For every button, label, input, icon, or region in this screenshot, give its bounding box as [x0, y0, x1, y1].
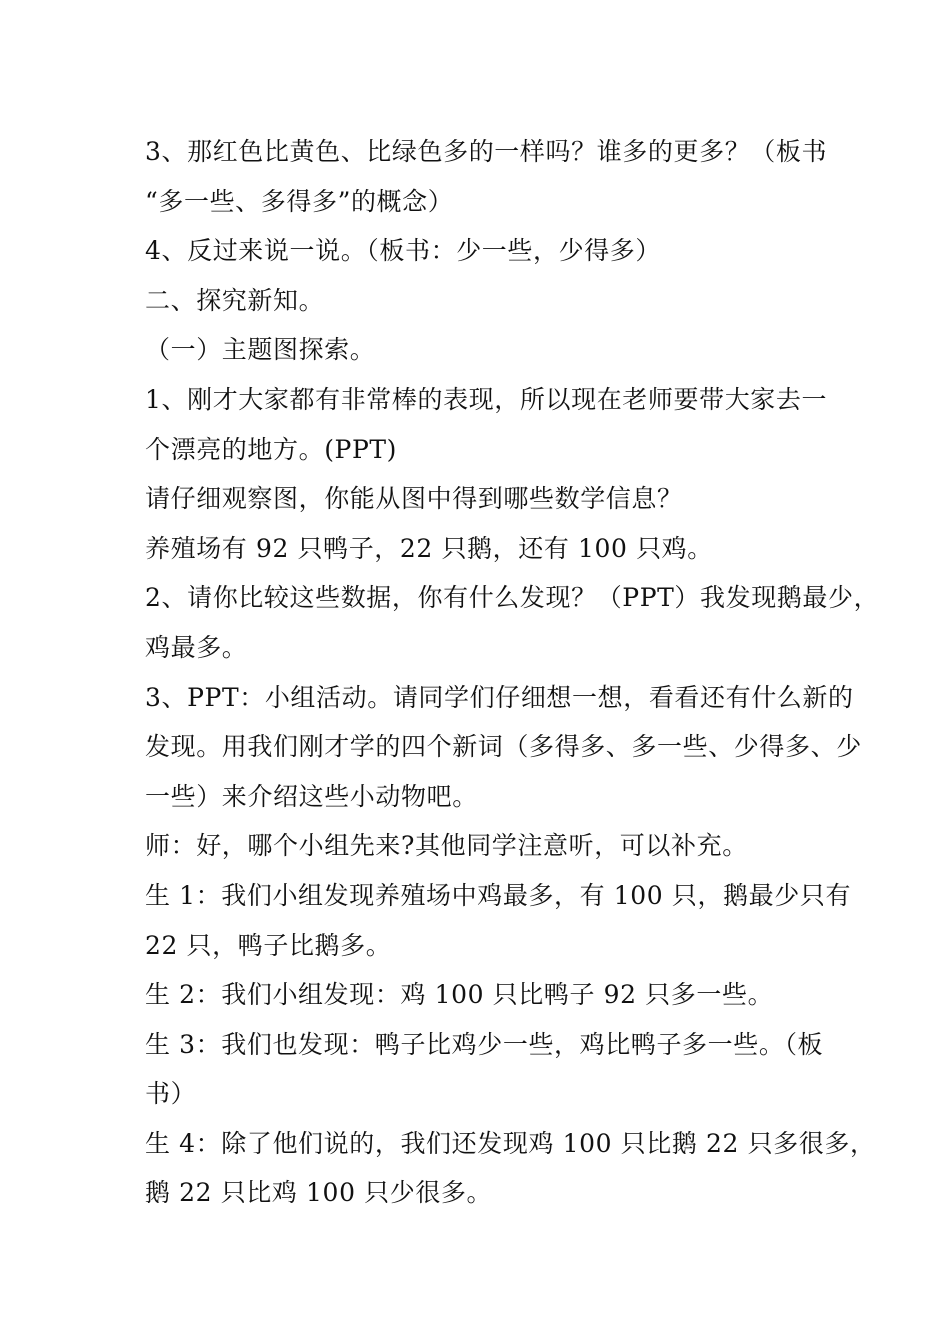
text-line-9: 养殖场有 92 只鸭子，22 只鹅，还有 100 只鸡。	[145, 533, 713, 563]
document-body	[145, 127, 880, 1218]
text-line-18: 生 2：我们小组发现：鸡 100 只比鸭子 92 只多一些。	[145, 980, 774, 1010]
text-line-8: 请仔细观察图，你能从图中得到哪些数学信息？	[145, 484, 683, 514]
text-line-19: 生 3：我们也发现：鸭子比鸡少一些，鸡比鸭子多一些。（板	[145, 1029, 824, 1059]
text-line-17: 22 只，鸭子比鹅多。	[145, 930, 392, 960]
text-line-10: 2、请你比较这些数据，你有什么发现？（PPT）我发现鹅最少，	[145, 583, 880, 613]
text-line-3: 4、反过来说一说。（板书：少一些，少得多）	[145, 236, 662, 266]
text-line-12: 3、PPT：小组活动。请同学们仔细想一想，看看还有什么新的	[145, 682, 854, 712]
text-line-1: 3、那红色比黄色、比绿色多的一样吗？谁多的更多？（板书	[145, 137, 828, 166]
text-line-16: 生 1：我们小组发现养殖场中鸡最多，有 100 只，鹅最少只有	[145, 880, 852, 910]
text-line-11: 鸡最多。	[145, 632, 248, 662]
text-line-20: 书）	[145, 1079, 197, 1109]
text-line-15: 师：好，哪个小组先来?其他同学注意听，可以补充。	[145, 831, 748, 861]
text-line-14: 一些）来介绍这些小动物吧。	[145, 781, 478, 811]
text-line-13: 发现。用我们刚才学的四个新词（多得多、多一些、少得多、少	[145, 732, 862, 762]
text-line-21: 生 4：除了他们说的，我们还发现鸡 100 只比鹅 22 只多很多，	[145, 1128, 876, 1158]
section-heading: 二、探究新知。	[145, 285, 325, 315]
text-line-22: 鹅 22 只比鸡 100 只少很多。	[145, 1178, 493, 1208]
text-line-2: “多一些、多得多”的概念）	[145, 186, 454, 216]
subsection-heading: （一）主题图探索。	[145, 335, 376, 365]
text-line-6: 1、刚才大家都有非常棒的表现，所以现在老师要带大家去一	[145, 384, 828, 414]
text-line-7: 个漂亮的地方。(PPT)	[145, 434, 398, 464]
